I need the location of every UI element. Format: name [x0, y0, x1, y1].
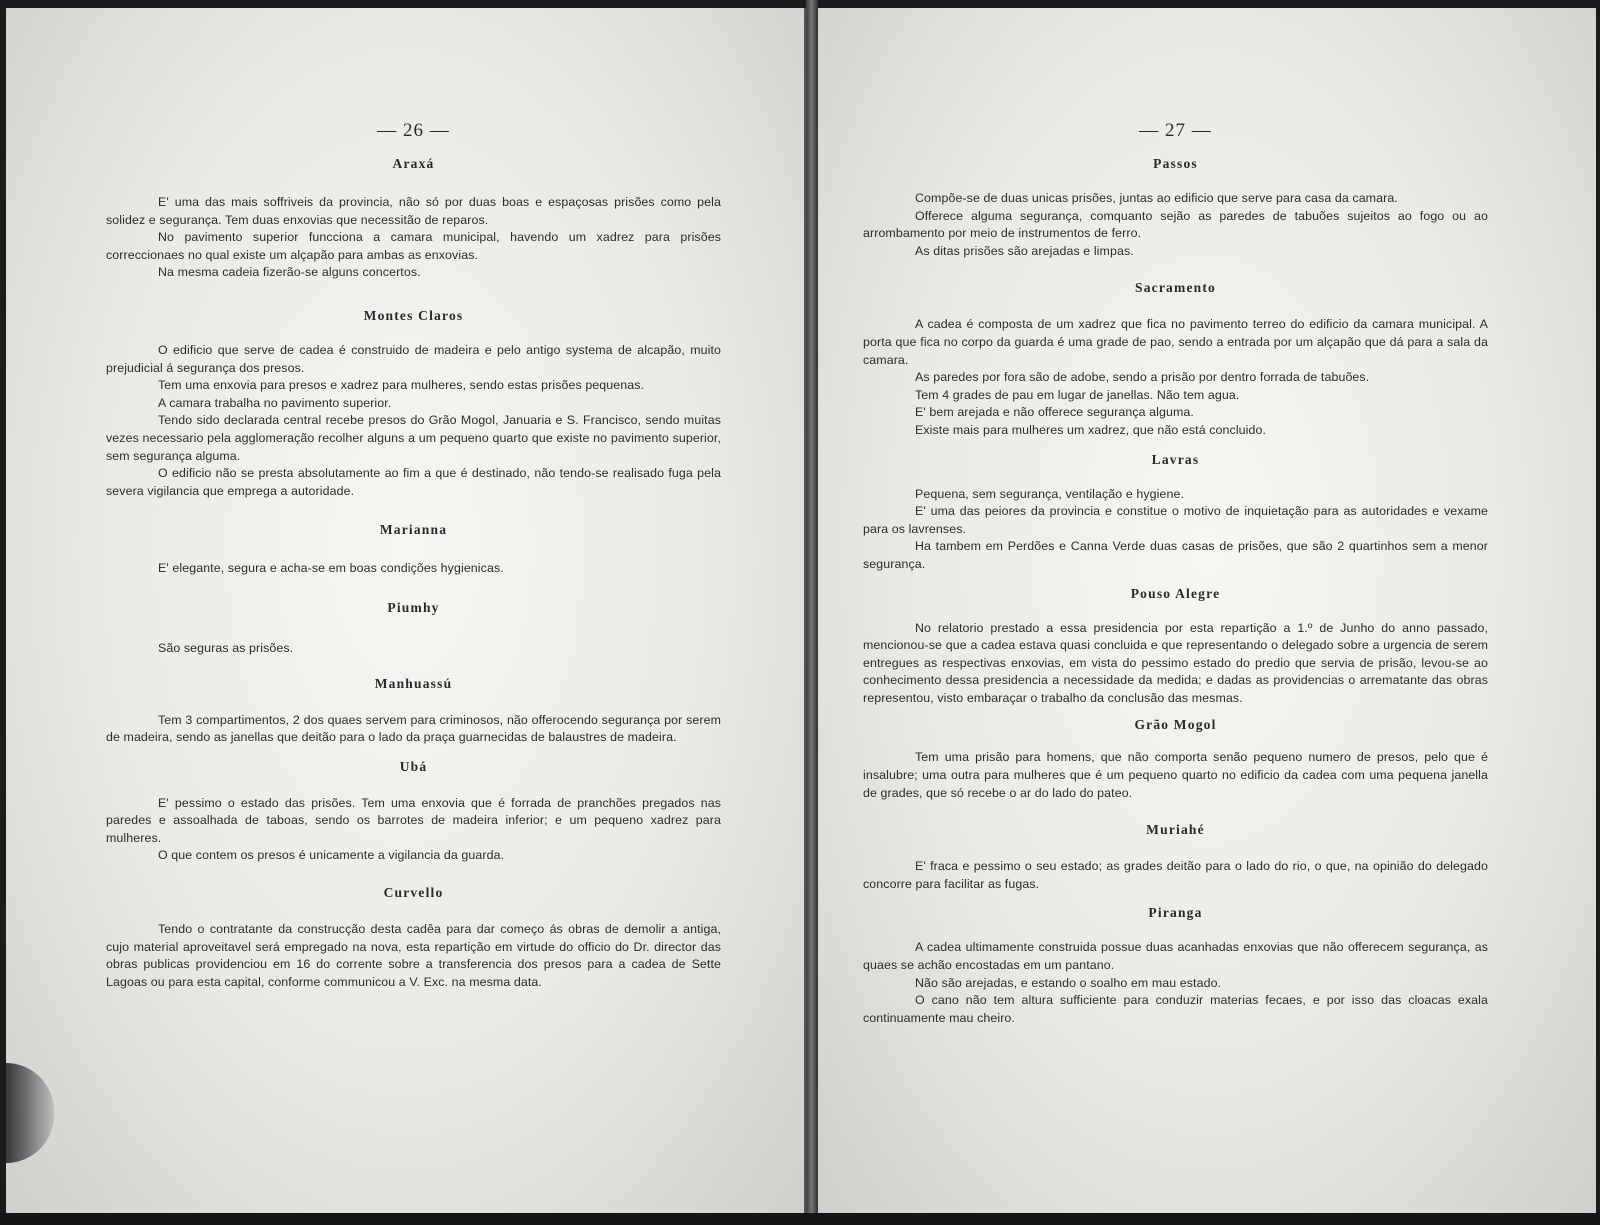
paragraph: No relatorio prestado a essa presidencia por esta repartição a 1.º de Junho do anno passado, mencionou-se que a cadea estava quasi concluida e que representando o delegado sobre a urgencia de serem entregues as respectivas enxovias, em vista do pessimo estado do predio que servia de prisão, levou-se ao conhecimento dessa presidencia a necessidade da medida; e dadas as providencias o arrematante das obras representou, visto embaraçar o trabalho da conclusão das mesmas. [863, 620, 1488, 705]
book-spine [806, 0, 818, 1225]
paragraph: Tendo sido declarada central recebe presos do Grão Mogol, Januaria e S. Francisco, sendo muitas vezes necessario pela agglomeração recolher alguns a um pequeno quarto que existe no pavimento superior, sem segurança alguma. [106, 413, 721, 463]
section-title: Manhuassú [374, 675, 453, 691]
paragraph: A camara trabalha no pavimento superior. [158, 395, 392, 410]
paragraph: Na mesma cadeia fizerão-se alguns concertos. [158, 265, 421, 280]
left-page [6, 8, 806, 1213]
paragraph: A cadea é composta de um xadrez que fica no pavimento terreo do edificio da camara municipal. A porta que fica no corpo da guarda é uma grade de pao, sendo a entrada por um alçapão que dá para a sala da camara. [863, 317, 1488, 367]
section-title: Piumhy [387, 599, 440, 615]
section-title: Sacramento [1135, 280, 1216, 296]
paragraph: As ditas prisões são arejadas e limpas. [915, 243, 1134, 258]
section-title: Marianna [379, 522, 448, 538]
paragraph: Compõe-se de duas unicas prisões, juntas ao edificio que serve para casa da camara. [915, 191, 1398, 205]
left-page-column [106, 8, 721, 991]
section-title: Montes Claros [363, 307, 464, 323]
page-number: — 26 — [377, 120, 450, 141]
section-title: Lavras [1151, 451, 1200, 467]
section-title: Muriahé [1146, 822, 1205, 838]
paragraph: Pequena, sem segurança, ventilação e hygiene. [915, 486, 1185, 501]
paragraph: Tem 4 grades de pau em lugar de janellas. Não tem agua. [915, 387, 1240, 402]
paragraph: E' bem arejada e não offerece segurança alguma. [915, 405, 1194, 420]
paragraph: Tem uma enxovia para presos e xadrez para mulheres, sendo estas prisões pequenas. [158, 378, 645, 393]
paragraph: O cano não tem altura sufficiente para conduzir materias fecaes, e por isso das cloacas exala continuamente mau cheiro. [863, 993, 1488, 1025]
scan-bottom-edge [0, 1213, 1600, 1225]
right-page-column [863, 8, 1488, 1027]
paragraph: Não são arejadas, e estando o soalho em mau estado. [915, 975, 1222, 990]
scanner-thumb-shadow [6, 1063, 54, 1163]
section-title: Piranga [1148, 905, 1203, 921]
section-title: Curvello [383, 885, 444, 901]
paragraph: Existe mais para mulheres um xadrez, que não está concluido. [915, 422, 1267, 437]
paragraph: E' uma das peiores da provincia e constitue o motivo de inquietação para as autoridades e vexame para os lavrenses. [863, 504, 1488, 536]
right-page [818, 8, 1596, 1213]
section-title: Araxá [392, 156, 435, 171]
paragraph: Ha tambem em Perdões e Canna Verde duas casas de prisões, que são 2 quartinhos sem a menor segurança. [863, 539, 1488, 571]
paragraph: Offerece alguma segurança, comquanto sejão as paredes de tabuões sujeitos ao fogo ou ao arrombamento por meio de instrumentos de ferro. [863, 208, 1488, 241]
paragraph: São seguras as prisões. [158, 640, 294, 655]
paragraph: A cadea ultimamente construida possue duas acanhadas enxovias que não offerecem segurança, as quaes se achão encostadas em um pantano. [863, 940, 1488, 973]
paragraph: No pavimento superior funcciona a camara municipal, havendo um xadrez para prisões correccionaes no qual existe um alçapão para ambas as enxovias. [106, 230, 721, 262]
paragraph: E' fraca e pessimo o seu estado; as grades deitão para o lado do rio, o que, na opinião do delegado concorre para facilitar as fugas. [863, 859, 1488, 891]
section-title: Grão Mogol [1134, 717, 1217, 733]
paragraph: Tendo o contratante da construcção desta cadêa para dar começo ás obras de demolir a antiga, cujo material aproveitavel será empregado na nova, esta repartição em virtude do officio do Dr. director das obras publicas providenciou em 16 do corrente sobre a transferencia dos presos para a cadea de Sette Lagoas ou para esta capital, conforme communicou a V. Exc. na mesma data. [106, 922, 721, 989]
paragraph: O edificio que serve de cadea é construido de madeira e pelo antigo systema de alcapão, muito prejudicial á segurança dos presos. [106, 342, 721, 375]
paragraph: O edificio não se presta absolutamente ao fim a que é destinado, não tendo-se realisado fuga pela severa vigilancia que emprega a autoridade. [106, 466, 721, 498]
paragraph: Tem 3 compartimentos, 2 dos quaes servem para criminosos, não offerocendo segurança por serem de madeira, sendo as janellas que deitão para o lado da praça guarnecidas de balaustres de madeira. [106, 712, 721, 745]
section-title: Ubá [399, 758, 428, 774]
paragraph: O que contem os presos é unicamente a vigilancia da guarda. [158, 848, 505, 863]
paragraph: E' uma das mais soffriveis da provincia, não só por duas boas e espaçosas prisões como pela solidez e segurança. Tem duas enxovias que necessitão de reparos. [106, 195, 721, 227]
section-title: Passos [1153, 156, 1198, 171]
page-number: — 27 — [1139, 120, 1212, 141]
section-title: Pouso Alegre [1130, 585, 1221, 601]
paragraph: As paredes por fora são de adobe, sendo a prisão por dentro forrada de tabuões. [915, 370, 1370, 385]
paragraph: Tem uma prisão para homens, que não comporta senão pequeno numero de presos, pelo que é insalubre; uma outra para mulheres que é um pequeno quarto no edificio da cadea com uma pequena janella de grades, que só recebe o ar do lado do pateo. [863, 750, 1488, 800]
paragraph: E' elegante, segura e acha-se em boas condições hygienicas. [158, 561, 504, 576]
paragraph: E' pessimo o estado das prisões. Tem uma enxovia que é forrada de pranchões pregados nas paredes e assoalhada de taboas, sendo os barrotes de madeira inferior; e um pequeno xadrez para mulheres. [106, 795, 721, 845]
